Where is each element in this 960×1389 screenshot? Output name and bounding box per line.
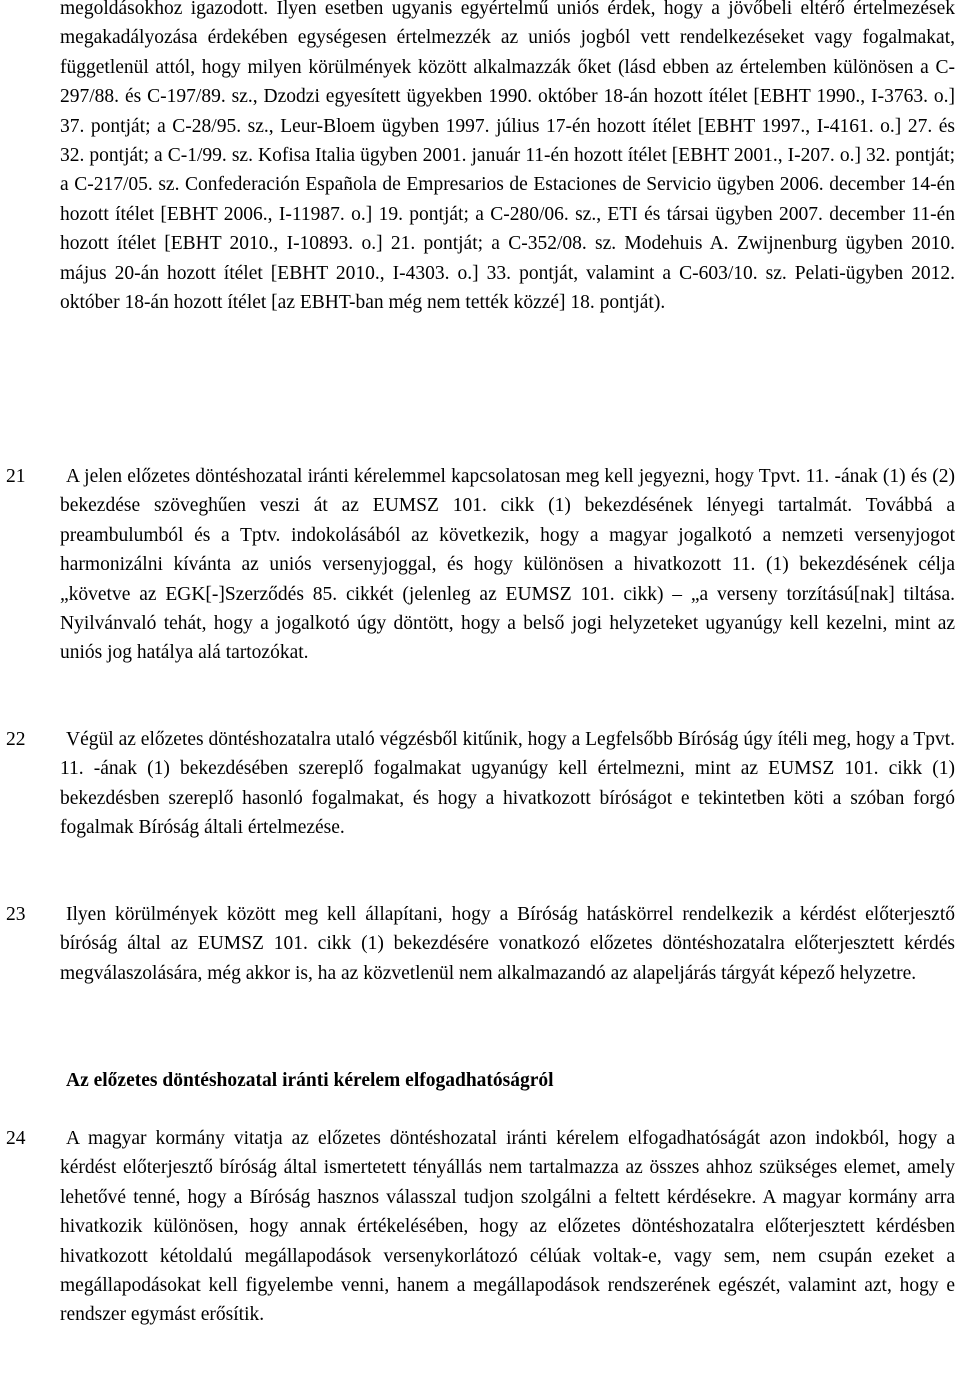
continuation-paragraph: megoldásokhoz igazodott. Ilyen esetben ugyanis egyértelmű uniós érdek, hogy a jövőbeli eltérő értelmezések megakadályozása érdekében egységesen értelmezzék az uniós jogból vett rendelkezéseket vagy fogalmakat, függetlenül attól, hogy milyen körülmények között alkalmazzák őket (lásd ebben az értelemben különösen a C-297/88. és C-197/89. sz., Dzodzi egyesített ügyekben 1990. október 18-án hozott ítélet [EBHT 1990., I-3763. o.] 37. pontját; a C-28/95. sz., Leur-Bloem ügyben 1997. július 17-én hozott ítélet [EBHT 1997., I-4161. o.] 27. és 32. pontját; a C-1/99. sz. Kofisa Italia ügyben 2001. január 11-én hozott ítélet [EBHT 2001., I-207. o.] 32. pontját; a C-217/05. sz. Confederación Española de Empresarios de Estaciones de Servicio ügyben 2006. december 14-én hozott ítélet [EBHT 2006., I-11987. o.] 19. pontját; a C-280/06. sz., ETI és társai ügyben 2007. december 11-én hozott ítélet [EBHT 2010., I-10893. o.] 21. pontját; a C-352/08. sz. Modehuis A. Zwijnenburg ügyben 2010. május 20-án hozott ítélet [EBHT 2010., I-4303. o.] 33. pontját, valamint a C-603/10. sz. Pelati-ügyben 2012. október 18-án hozott ítélet [az EBHT-ban még nem tették közzé] 18. pontját). [60, 0, 955, 314]
paragraph-number: 24 [6, 1128, 26, 1149]
paragraph-22: Végül az előzetes döntéshozatalra utaló végzésből kitűnik, hogy a Legfelsőbb Bíróság úgy ítéli meg, hogy a Tpvt. 11. -ának (1) bekezdésében szereplő fogalmakat ugyanúgy kell értelmezni, mint az EUMSZ 101. cikk (1) bekezdésben szereplő hasonló fogalmakat, és hogy a hivatkozott bíróságot e tekintetben köti a szóban forgó fogalmak Bíróság általi értelmezése. [60, 729, 955, 839]
paragraph-number: 23 [6, 904, 26, 925]
section-heading: Az előzetes döntéshozatal iránti kérelem elfogadhatóságról [66, 1070, 554, 1091]
paragraph-23: Ilyen körülmények között meg kell állapítani, hogy a Bíróság hatáskörrel rendelkezik a kérdést előterjesztő bíróság által az EUMSZ 101. cikk (1) bekezdésére vonatkozó előzetes döntéshozatalra előterjesztett kérdés megválaszolására, még akkor is, ha az közvetlenül nem alkalmazandó az alapeljárás tárgyát képező helyzetre. [60, 904, 955, 984]
paragraph-number: 21 [6, 466, 26, 487]
paragraph-24: A magyar kormány vitatja az előzetes döntéshozatal iránti kérelem elfogadhatóságát azon indokból, hogy a kérdést előterjesztő bíróság által ismertetett tényállás nem tartalmazza az összes ahhoz szükséges elemet, amely lehetővé tenné, hogy a Bíróság hasznos válasszal tudjon szolgálni a feltett kérdésekre. A magyar kormány arra hivatkozik különösen, hogy annak értékelésében, hogy az előzetes döntéshozatalra előterjesztett kérdésben hivatkozott kétoldalú megállapodások versenykorlátozó célúak voltak-e, vagy sem, nem csupán ezeket a megállapodásokat kell figyelembe venni, hanem a megállapodások rendszerének egészét, valamint azt, hogy e rendszer egymást erősítik. [60, 1128, 955, 1326]
paragraph-number: 22 [6, 729, 26, 750]
paragraph-21: A jelen előzetes döntéshozatal iránti kérelemmel kapcsolatosan meg kell jegyezni, hogy Tpvt. 11. -ának (1) és (2) bekezdése szöveghűen veszi át az EUMSZ 101. cikk (1) bekezdésének lényegi tartalmát. Továbbá a preambulumból és a Tptv. indokolásából az következik, hogy a magyar jogalkotó a nemzeti versenyjogot harmonizálni kívánta az uniós versenyjoggal, és hogy különösen a hivatkozott 11. (1) bekezdésének célja „követve az EGK[-]Szerződés 85. cikkét (jelenleg az EUMSZ 101. cikk) – „a verseny torzítású[nak] tiltása. Nyilvánvaló tehát, hogy a jogalkotó úgy döntött, hogy a belső jogi helyzeteket ugyanúgy kell kezelni, mint az uniós jog hatálya alá tartozókat. [60, 466, 955, 664]
